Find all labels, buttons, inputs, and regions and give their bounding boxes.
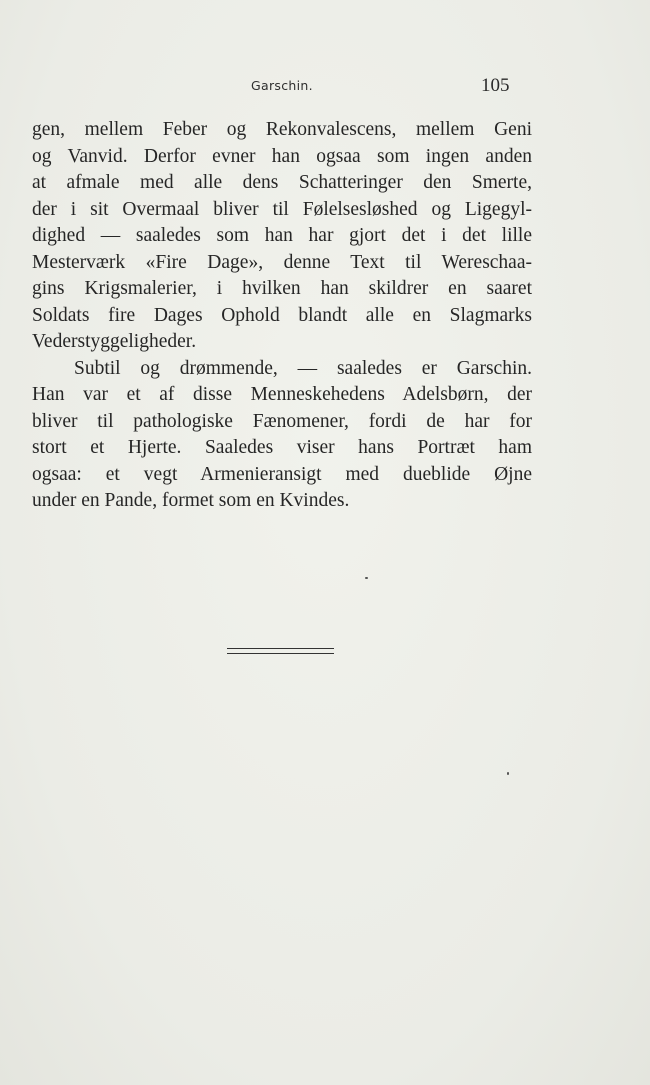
text-line: gen, mellem Feber og Rekonvalescens, mellem Geni <box>32 119 532 140</box>
text-line: bliver til pathologiske Fænomener, fordi de har for <box>32 410 532 432</box>
text-line: under en Pande, formet som en Kvindes. <box>32 490 350 511</box>
paper-speck <box>507 772 509 775</box>
text-line: Han var et af disse Menneskehedens Adelsbørn, der <box>32 384 532 405</box>
text-line: stort et Hjerte. Saaledes viser hans Portræt ham <box>32 437 532 458</box>
running-title: Garschin. <box>251 78 313 93</box>
text-line: ogsaa: et vegt Armenieransigt med dueblide Øjne <box>32 463 532 485</box>
text-line: gins Krigsmalerier, i hvilken han skildrer en saaret <box>32 278 532 299</box>
text-line: Subtil og drømmende, — saaledes er Garschin. <box>74 357 532 379</box>
text-line: Mesterværk «Fire Dage», denne Text til Wereschaa- <box>32 251 532 273</box>
body-text <box>32 117 532 515</box>
text-line: og Vanvid. Derfor evner han ogsaa som ingen anden <box>32 145 532 167</box>
text-line: der i sit Overmaal bliver til Følelsesløshed og Ligegyl- <box>32 198 532 220</box>
running-head <box>0 76 650 96</box>
page-number: 105 <box>481 75 510 96</box>
text-line: Vederstyggeligheder. <box>32 331 197 352</box>
text-line: at afmale med alle dens Schatteringer den Smerte, <box>32 172 532 193</box>
double-rule-ornament <box>227 648 334 656</box>
paper-speck <box>365 577 368 579</box>
rule-line <box>227 653 334 654</box>
text-line: dighed — saaledes som han har gjort det i det lille <box>32 225 532 246</box>
text-line: Soldats fire Dages Ophold blandt alle en Slagmarks <box>32 304 532 326</box>
rule-line <box>227 648 334 649</box>
